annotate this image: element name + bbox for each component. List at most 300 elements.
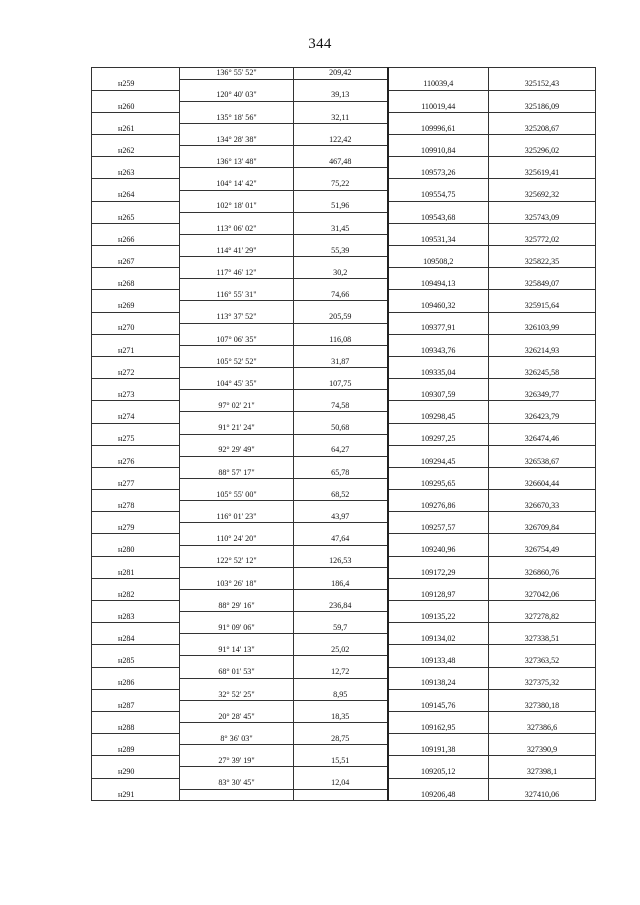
y-coordinate-cell: 325186,09 <box>489 101 596 112</box>
bearing-cell <box>180 345 294 356</box>
y-coordinate-cell: 326103,99 <box>489 323 596 334</box>
x-coordinate-cell <box>388 334 489 345</box>
point-name-cell <box>92 179 180 190</box>
table-row-segment <box>92 601 596 612</box>
point-name-cell <box>92 246 180 257</box>
y-coordinate-cell <box>489 667 596 678</box>
table-row-segment <box>92 667 596 678</box>
table-row-point <box>92 612 596 623</box>
x-coordinate-cell <box>388 467 489 478</box>
bearing-cell <box>180 323 294 334</box>
x-coordinate-cell <box>388 689 489 700</box>
table-row-point <box>92 745 596 756</box>
x-coordinate-cell <box>388 490 489 501</box>
length-cell: 18,35 <box>294 711 388 722</box>
table-row-point <box>92 168 596 179</box>
y-coordinate-cell <box>489 223 596 234</box>
length-cell: 15,51 <box>294 756 388 767</box>
x-coordinate-cell: 109162,95 <box>388 723 489 734</box>
bearing-cell <box>180 123 294 134</box>
table-row-segment <box>92 578 596 589</box>
table-row-point <box>92 767 596 778</box>
length-cell <box>294 212 388 223</box>
length-cell: 39,13 <box>294 90 388 101</box>
point-name-cell: н264 <box>92 190 180 201</box>
bearing-cell <box>180 545 294 556</box>
bearing-cell: 104° 45' 35" <box>180 379 294 390</box>
length-cell: 186,4 <box>294 578 388 589</box>
x-coordinate-cell <box>388 601 489 612</box>
length-cell <box>294 257 388 268</box>
point-name-cell <box>92 467 180 478</box>
y-coordinate-cell: 325743,09 <box>489 212 596 223</box>
y-coordinate-cell: 325822,35 <box>489 257 596 268</box>
point-name-cell <box>92 689 180 700</box>
length-cell: 65,78 <box>294 467 388 478</box>
y-coordinate-cell: 326538,67 <box>489 456 596 467</box>
bearing-cell: 120° 40' 03" <box>180 90 294 101</box>
x-coordinate-cell <box>388 157 489 168</box>
point-name-cell: н276 <box>92 456 180 467</box>
table-row-point <box>92 634 596 645</box>
table-row-segment <box>92 423 596 434</box>
x-coordinate-cell: 109135,22 <box>388 612 489 623</box>
length-cell: 50,68 <box>294 423 388 434</box>
x-coordinate-cell: 109543,68 <box>388 212 489 223</box>
table-row-point <box>92 523 596 534</box>
bearing-cell <box>180 634 294 645</box>
length-cell <box>294 523 388 534</box>
y-coordinate-cell <box>489 778 596 789</box>
point-name-cell: н284 <box>92 634 180 645</box>
x-coordinate-cell: 109138,24 <box>388 678 489 689</box>
length-cell <box>294 478 388 489</box>
x-coordinate-cell: 109910,84 <box>388 146 489 157</box>
point-name-cell <box>92 379 180 390</box>
point-name-cell <box>92 556 180 567</box>
length-cell <box>294 101 388 112</box>
x-coordinate-cell: 109257,57 <box>388 523 489 534</box>
x-coordinate-cell <box>388 290 489 301</box>
point-name-cell: н267 <box>92 257 180 268</box>
length-cell: 59,7 <box>294 623 388 634</box>
y-coordinate-cell <box>489 645 596 656</box>
point-name-cell: н275 <box>92 434 180 445</box>
bearing-cell: 32° 52' 25" <box>180 689 294 700</box>
point-name-cell: н260 <box>92 101 180 112</box>
table-row-segment <box>92 179 596 190</box>
length-cell <box>294 723 388 734</box>
y-coordinate-cell: 326604,44 <box>489 478 596 489</box>
length-cell: 107,75 <box>294 379 388 390</box>
x-coordinate-cell: 109335,04 <box>388 368 489 379</box>
y-coordinate-cell <box>489 623 596 634</box>
bearing-cell: 104° 14' 42" <box>180 179 294 190</box>
table-row-point <box>92 279 596 290</box>
table-row-point <box>92 257 596 268</box>
bearing-cell: 116° 55' 31" <box>180 290 294 301</box>
y-coordinate-cell <box>489 68 596 80</box>
length-cell <box>294 190 388 201</box>
table-row-segment <box>92 246 596 257</box>
point-name-cell: н282 <box>92 589 180 600</box>
y-coordinate-cell <box>489 201 596 212</box>
x-coordinate-cell <box>388 379 489 390</box>
y-coordinate-cell: 325849,07 <box>489 279 596 290</box>
point-name-cell <box>92 645 180 656</box>
x-coordinate-cell: 109295,65 <box>388 478 489 489</box>
x-coordinate-cell <box>388 778 489 789</box>
length-cell <box>294 323 388 334</box>
x-coordinate-cell: 109297,25 <box>388 434 489 445</box>
table-row-segment <box>92 778 596 789</box>
point-name-cell: н285 <box>92 656 180 667</box>
bearing-cell: 102° 18' 01" <box>180 201 294 212</box>
length-cell: 126,53 <box>294 556 388 567</box>
y-coordinate-cell <box>489 601 596 612</box>
x-coordinate-cell: 109377,91 <box>388 323 489 334</box>
bearing-cell <box>180 234 294 245</box>
x-coordinate-cell: 109307,59 <box>388 390 489 401</box>
table-row-point <box>92 190 596 201</box>
table-row-point <box>92 101 596 112</box>
bearing-cell <box>180 146 294 157</box>
table-row-segment <box>92 68 596 80</box>
bearing-cell: 105° 52' 52" <box>180 356 294 367</box>
bearing-cell: 134° 28' 38" <box>180 135 294 146</box>
table-row-point <box>92 79 596 90</box>
bearing-cell <box>180 456 294 467</box>
x-coordinate-cell <box>388 445 489 456</box>
table-row-point <box>92 434 596 445</box>
y-coordinate-cell: 327386,6 <box>489 723 596 734</box>
point-name-cell: н270 <box>92 323 180 334</box>
bearing-cell: 91° 14' 13" <box>180 645 294 656</box>
bearing-cell <box>180 79 294 90</box>
y-coordinate-cell: 327380,18 <box>489 700 596 711</box>
length-cell <box>294 434 388 445</box>
y-coordinate-cell <box>489 246 596 257</box>
table-row-point <box>92 146 596 157</box>
point-name-cell <box>92 135 180 146</box>
bearing-cell <box>180 678 294 689</box>
bearing-cell <box>180 257 294 268</box>
bearing-cell: 97° 02' 21" <box>180 401 294 412</box>
y-coordinate-cell <box>489 268 596 279</box>
x-coordinate-cell: 110039,4 <box>388 79 489 90</box>
x-coordinate-cell: 109206,48 <box>388 789 489 801</box>
x-coordinate-cell: 109276,86 <box>388 501 489 512</box>
x-coordinate-cell: 109294,45 <box>388 456 489 467</box>
bearing-cell: 117° 46' 12" <box>180 268 294 279</box>
table-row-segment <box>92 201 596 212</box>
length-cell <box>294 545 388 556</box>
length-cell <box>294 567 388 578</box>
y-coordinate-cell <box>489 290 596 301</box>
bearing-cell: 116° 01' 23" <box>180 512 294 523</box>
y-coordinate-cell <box>489 135 596 146</box>
length-cell <box>294 456 388 467</box>
length-cell: 68,52 <box>294 490 388 501</box>
length-cell: 47,64 <box>294 534 388 545</box>
y-coordinate-cell: 327363,52 <box>489 656 596 667</box>
bearing-cell: 68° 01' 53" <box>180 667 294 678</box>
bearing-cell: 88° 57' 17" <box>180 467 294 478</box>
point-name-cell: н268 <box>92 279 180 290</box>
table-row-segment <box>92 534 596 545</box>
x-coordinate-cell <box>388 423 489 434</box>
x-coordinate-cell: 109460,32 <box>388 301 489 312</box>
table-row-point <box>92 212 596 223</box>
y-coordinate-cell <box>489 356 596 367</box>
y-coordinate-cell: 325619,41 <box>489 168 596 179</box>
coordinates-table <box>91 67 596 801</box>
table-row-segment <box>92 756 596 767</box>
length-cell: 30,2 <box>294 268 388 279</box>
bearing-cell <box>180 279 294 290</box>
point-name-cell: н261 <box>92 123 180 134</box>
x-coordinate-cell <box>388 179 489 190</box>
y-coordinate-cell <box>489 179 596 190</box>
bearing-cell <box>180 745 294 756</box>
x-coordinate-cell <box>388 667 489 678</box>
length-cell <box>294 345 388 356</box>
table-row-segment <box>92 223 596 234</box>
length-cell: 75,22 <box>294 179 388 190</box>
bearing-cell: 103° 26' 18" <box>180 578 294 589</box>
bearing-cell: 113° 37' 52" <box>180 312 294 323</box>
y-coordinate-cell <box>489 734 596 745</box>
point-name-cell: н290 <box>92 767 180 778</box>
point-name-cell <box>92 711 180 722</box>
bearing-cell <box>180 789 294 801</box>
point-name-cell <box>92 68 180 80</box>
point-name-cell <box>92 623 180 634</box>
point-name-cell: н265 <box>92 212 180 223</box>
table-row-segment <box>92 734 596 745</box>
x-coordinate-cell <box>388 312 489 323</box>
y-coordinate-cell: 327410,06 <box>489 789 596 801</box>
bearing-cell: 135° 18' 56" <box>180 112 294 123</box>
length-cell <box>294 656 388 667</box>
point-name-cell <box>92 112 180 123</box>
point-name-cell <box>92 223 180 234</box>
x-coordinate-cell <box>388 246 489 257</box>
point-name-cell: н287 <box>92 700 180 711</box>
bearing-cell: 107° 06' 35" <box>180 334 294 345</box>
table-row-segment <box>92 312 596 323</box>
point-name-cell: н263 <box>92 168 180 179</box>
y-coordinate-cell <box>489 312 596 323</box>
bearing-cell <box>180 501 294 512</box>
x-coordinate-cell <box>388 734 489 745</box>
bearing-cell <box>180 589 294 600</box>
bearing-cell: 136° 13' 48" <box>180 157 294 168</box>
y-coordinate-cell: 327278,82 <box>489 612 596 623</box>
point-name-cell <box>92 157 180 168</box>
point-name-cell: н272 <box>92 368 180 379</box>
table-row-point <box>92 678 596 689</box>
table-row-point <box>92 567 596 578</box>
bearing-cell <box>180 723 294 734</box>
bearing-cell <box>180 190 294 201</box>
table-row-point <box>92 390 596 401</box>
length-cell <box>294 301 388 312</box>
x-coordinate-cell: 109508,2 <box>388 257 489 268</box>
bearing-cell <box>180 101 294 112</box>
length-cell <box>294 745 388 756</box>
x-coordinate-cell <box>388 112 489 123</box>
y-coordinate-cell <box>489 157 596 168</box>
table-row-point <box>92 700 596 711</box>
table-row-point <box>92 478 596 489</box>
table-row-segment <box>92 112 596 123</box>
y-coordinate-cell: 326860,76 <box>489 567 596 578</box>
table-row-segment <box>92 645 596 656</box>
y-coordinate-cell <box>489 512 596 523</box>
y-coordinate-cell <box>489 756 596 767</box>
length-cell: 51,96 <box>294 201 388 212</box>
table-row-segment <box>92 711 596 722</box>
y-coordinate-cell <box>489 90 596 101</box>
y-coordinate-cell <box>489 379 596 390</box>
length-cell: 74,66 <box>294 290 388 301</box>
y-coordinate-cell <box>489 490 596 501</box>
x-coordinate-cell <box>388 512 489 523</box>
table-row-segment <box>92 467 596 478</box>
length-cell: 74,58 <box>294 401 388 412</box>
bearing-cell <box>180 612 294 623</box>
table-row-segment <box>92 135 596 146</box>
bearing-cell: 8° 36' 03" <box>180 734 294 745</box>
bearing-cell <box>180 478 294 489</box>
length-cell: 467,48 <box>294 157 388 168</box>
length-cell: 31,45 <box>294 223 388 234</box>
point-name-cell: н283 <box>92 612 180 623</box>
point-name-cell <box>92 445 180 456</box>
y-coordinate-cell <box>489 556 596 567</box>
point-name-cell <box>92 490 180 501</box>
y-coordinate-cell: 326349,77 <box>489 390 596 401</box>
table-row-point <box>92 301 596 312</box>
x-coordinate-cell: 109134,02 <box>388 634 489 645</box>
point-name-cell: н277 <box>92 478 180 489</box>
table-row-point <box>92 545 596 556</box>
x-coordinate-cell: 109298,45 <box>388 412 489 423</box>
length-cell <box>294 789 388 801</box>
x-coordinate-cell: 109996,61 <box>388 123 489 134</box>
y-coordinate-cell: 325208,67 <box>489 123 596 134</box>
point-name-cell: н286 <box>92 678 180 689</box>
length-cell: 122,42 <box>294 135 388 146</box>
bearing-cell: 91° 09' 06" <box>180 623 294 634</box>
y-coordinate-cell <box>489 711 596 722</box>
page-number: 344 <box>308 36 332 52</box>
point-name-cell: н281 <box>92 567 180 578</box>
x-coordinate-cell <box>388 578 489 589</box>
table-row-segment <box>92 356 596 367</box>
y-coordinate-cell: 326423,79 <box>489 412 596 423</box>
x-coordinate-cell <box>388 201 489 212</box>
y-coordinate-cell <box>489 401 596 412</box>
x-coordinate-cell <box>388 623 489 634</box>
x-coordinate-cell <box>388 756 489 767</box>
table-row-segment <box>92 512 596 523</box>
bearing-cell: 114° 41' 29" <box>180 246 294 257</box>
x-coordinate-cell: 109172,29 <box>388 567 489 578</box>
length-cell: 64,27 <box>294 445 388 456</box>
point-name-cell <box>92 601 180 612</box>
y-coordinate-cell: 326670,33 <box>489 501 596 512</box>
point-name-cell <box>92 534 180 545</box>
y-coordinate-cell: 327338,51 <box>489 634 596 645</box>
table-row-point <box>92 345 596 356</box>
x-coordinate-cell: 109343,76 <box>388 345 489 356</box>
point-name-cell <box>92 90 180 101</box>
x-coordinate-cell: 109573,26 <box>388 168 489 179</box>
bearing-cell <box>180 301 294 312</box>
point-name-cell <box>92 356 180 367</box>
x-coordinate-cell: 109494,13 <box>388 279 489 290</box>
y-coordinate-cell: 325152,43 <box>489 79 596 90</box>
x-coordinate-cell: 110019,44 <box>388 101 489 112</box>
bearing-cell <box>180 168 294 179</box>
length-cell <box>294 168 388 179</box>
y-coordinate-cell: 326214,93 <box>489 345 596 356</box>
table-row-segment <box>92 334 596 345</box>
length-cell <box>294 700 388 711</box>
x-coordinate-cell: 109531,34 <box>388 234 489 245</box>
length-cell <box>294 612 388 623</box>
point-name-cell: н280 <box>92 545 180 556</box>
point-name-cell: н279 <box>92 523 180 534</box>
bearing-cell <box>180 368 294 379</box>
table-row-segment <box>92 401 596 412</box>
y-coordinate-cell <box>489 689 596 700</box>
x-coordinate-cell <box>388 401 489 412</box>
length-cell: 236,84 <box>294 601 388 612</box>
bearing-cell: 83° 30' 45" <box>180 778 294 789</box>
bearing-cell <box>180 523 294 534</box>
table-row-segment <box>92 490 596 501</box>
bearing-cell: 20° 28' 45" <box>180 711 294 722</box>
point-name-cell: н291 <box>92 789 180 801</box>
length-cell: 25,02 <box>294 645 388 656</box>
y-coordinate-cell: 326245,58 <box>489 368 596 379</box>
bearing-cell: 27° 39' 19" <box>180 756 294 767</box>
bearing-cell <box>180 656 294 667</box>
y-coordinate-cell <box>489 534 596 545</box>
point-name-cell: н289 <box>92 745 180 756</box>
x-coordinate-cell <box>388 711 489 722</box>
length-cell <box>294 279 388 290</box>
length-cell: 205,59 <box>294 312 388 323</box>
table-row-point <box>92 123 596 134</box>
length-cell <box>294 123 388 134</box>
point-name-cell <box>92 756 180 767</box>
x-coordinate-cell <box>388 223 489 234</box>
point-name-cell: н288 <box>92 723 180 734</box>
y-coordinate-cell: 326474,46 <box>489 434 596 445</box>
point-name-cell <box>92 423 180 434</box>
point-name-cell: н259 <box>92 79 180 90</box>
point-name-cell <box>92 401 180 412</box>
y-coordinate-cell: 327375,32 <box>489 678 596 689</box>
length-cell <box>294 501 388 512</box>
table-row-point <box>92 412 596 423</box>
table-row-point <box>92 723 596 734</box>
point-name-cell: н273 <box>92 390 180 401</box>
